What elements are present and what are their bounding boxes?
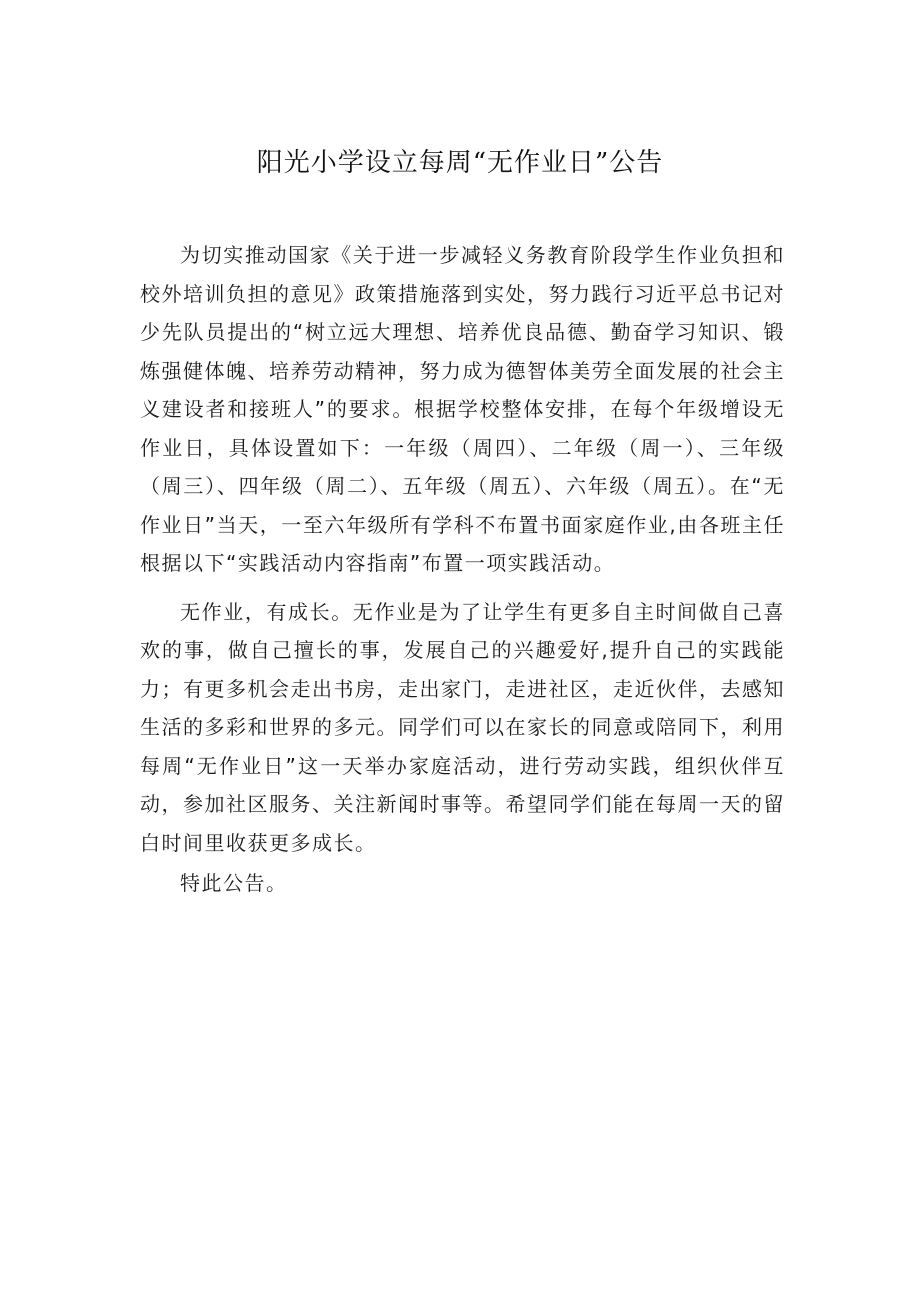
closing-remark: 特此公告。	[180, 871, 288, 895]
paragraph-policy-background: 为切实推动国家《关于进一步减轻义务教育阶段学生作业负担和校外培训负担的意见》政策措施落到实处，努力践行习近平总书记对少先队员提出的“树立远大理想、培养优良品德、勤奋学习知识、锻炼强健体魄、培养劳动精神，努力成为德智体美劳全面发展的社会主义建设者和接班人”的要求。根据学校整体安排，在每个年级增设无作业日，具体设置如下：一年级（周四）、二年级（周一）、三年级（周三）、四年级（周二）、五年级（周五）、六年级（周五）。在“无作业日”当天，一至六年级所有学科不布置书面家庭作业,由各班主任根据以下“实践活动内容指南”布置一项实践活动。	[140, 243, 785, 575]
document-body	[140, 236, 785, 904]
paragraph-growth-purpose: 无作业，有成长。无作业是为了让学生有更多自主时间做自己喜欢的事，做自己擅长的事，发展自己的兴趣爱好,提升自己的实践能力；有更多机会走出书房，走出家门，走进社区，走近伙伴，去感知生活的多彩和世界的多元。同学们可以在家长的同意或陪同下，利用每周“无作业日”这一天举办家庭活动，进行劳动实践，组织伙伴互动，参加社区服务、关注新闻时事等。希望同学们能在每周一天的留白时间里收获更多成长。	[140, 599, 785, 855]
document-title: 阳光小学设立每周“无作业日”公告	[256, 148, 664, 178]
